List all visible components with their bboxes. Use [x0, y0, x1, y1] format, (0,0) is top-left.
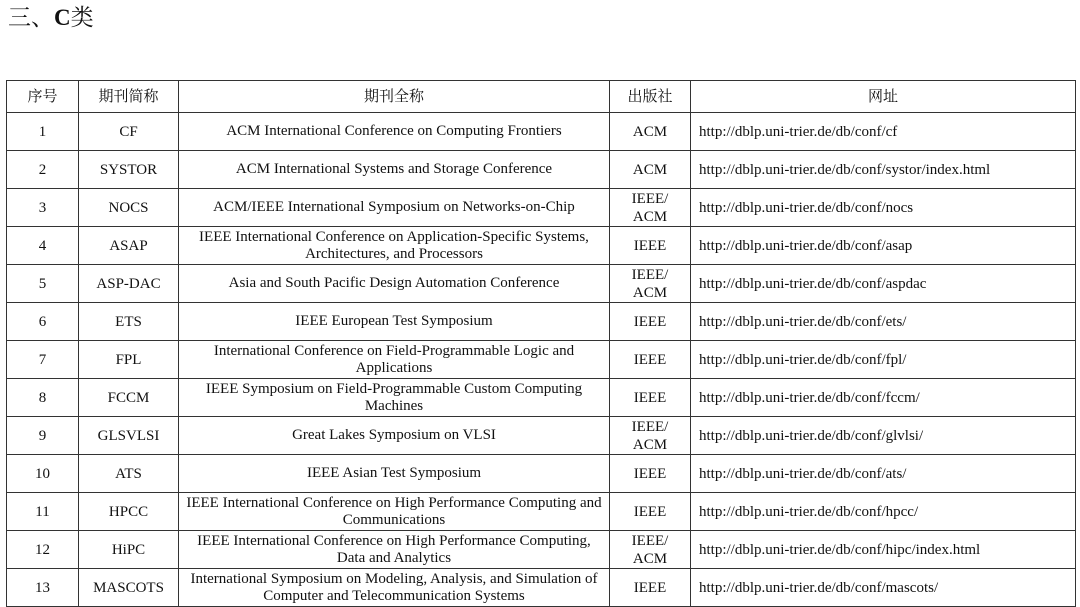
- table-row: [7, 265, 1076, 303]
- row-abbreviation: ETS: [79, 303, 179, 341]
- table-row: [7, 151, 1076, 189]
- row-publisher: IEEE/ ACM: [610, 265, 691, 303]
- row-publisher: ACM: [610, 151, 691, 189]
- row-full-name: IEEE Asian Test Symposium: [179, 455, 610, 493]
- table-row: [7, 341, 1076, 379]
- row-index: 10: [7, 455, 79, 493]
- row-publisher: IEEE: [610, 569, 691, 607]
- row-full-name: IEEE International Conference on High Performance Computing and Communications: [179, 493, 610, 531]
- row-abbreviation: MASCOTS: [79, 569, 179, 607]
- header-full-name: 期刊全称: [179, 81, 610, 113]
- row-index: 9: [7, 417, 79, 455]
- header-publisher: 出版社: [610, 81, 691, 113]
- table-header-row: [7, 81, 1076, 113]
- row-abbreviation: HPCC: [79, 493, 179, 531]
- row-url-link[interactable]: http://dblp.uni-trier.de/db/conf/hpcc/: [691, 493, 1076, 531]
- row-abbreviation: ATS: [79, 455, 179, 493]
- row-publisher: IEEE: [610, 303, 691, 341]
- row-abbreviation: FCCM: [79, 379, 179, 417]
- row-index: 7: [7, 341, 79, 379]
- category-letter: C: [54, 5, 71, 30]
- row-abbreviation: GLSVLSI: [79, 417, 179, 455]
- table-row: [7, 531, 1076, 569]
- row-full-name: IEEE Symposium on Field-Programmable Custom Computing Machines: [179, 379, 610, 417]
- row-full-name: ACM International Systems and Storage Conference: [179, 151, 610, 189]
- row-full-name: IEEE International Conference on Application-Specific Systems, Architectures, and Processors: [179, 227, 610, 265]
- header-index: 序号: [7, 81, 79, 113]
- row-full-name: IEEE European Test Symposium: [179, 303, 610, 341]
- row-index: 13: [7, 569, 79, 607]
- header-abbreviation: 期刊简称: [79, 81, 179, 113]
- section-number: 三、: [8, 5, 54, 30]
- row-publisher: IEEE/ ACM: [610, 417, 691, 455]
- row-publisher: IEEE: [610, 341, 691, 379]
- row-index: 2: [7, 151, 79, 189]
- table-row: [7, 493, 1076, 531]
- row-publisher: ACM: [610, 113, 691, 151]
- row-index: 5: [7, 265, 79, 303]
- row-abbreviation: NOCS: [79, 189, 179, 227]
- row-index: 8: [7, 379, 79, 417]
- row-abbreviation: SYSTOR: [79, 151, 179, 189]
- row-publisher: IEEE: [610, 227, 691, 265]
- row-full-name: ACM International Conference on Computing Frontiers: [179, 113, 610, 151]
- row-index: 3: [7, 189, 79, 227]
- row-index: 6: [7, 303, 79, 341]
- row-publisher: IEEE: [610, 379, 691, 417]
- row-url-link[interactable]: http://dblp.uni-trier.de/db/conf/ats/: [691, 455, 1076, 493]
- row-url-link[interactable]: http://dblp.uni-trier.de/db/conf/aspdac: [691, 265, 1076, 303]
- row-full-name: Great Lakes Symposium on VLSI: [179, 417, 610, 455]
- table-row: [7, 455, 1076, 493]
- row-url-link[interactable]: http://dblp.uni-trier.de/db/conf/ets/: [691, 303, 1076, 341]
- row-index: 1: [7, 113, 79, 151]
- row-publisher: IEEE/ ACM: [610, 531, 691, 569]
- row-url-link[interactable]: http://dblp.uni-trier.de/db/conf/systor/index.html: [691, 151, 1076, 189]
- row-url-link[interactable]: http://dblp.uni-trier.de/db/conf/fccm/: [691, 379, 1076, 417]
- category-suffix: 类: [70, 5, 94, 30]
- row-publisher: IEEE: [610, 493, 691, 531]
- section-heading: [8, 4, 94, 32]
- row-abbreviation: ASAP: [79, 227, 179, 265]
- row-abbreviation: HiPC: [79, 531, 179, 569]
- table-row: [7, 569, 1076, 607]
- row-abbreviation: FPL: [79, 341, 179, 379]
- row-index: 4: [7, 227, 79, 265]
- row-url-link[interactable]: http://dblp.uni-trier.de/db/conf/mascots/: [691, 569, 1076, 607]
- table-row: [7, 113, 1076, 151]
- row-full-name: ACM/IEEE International Symposium on Networks-on-Chip: [179, 189, 610, 227]
- row-abbreviation: CF: [79, 113, 179, 151]
- row-url-link[interactable]: http://dblp.uni-trier.de/db/conf/cf: [691, 113, 1076, 151]
- table-row: [7, 303, 1076, 341]
- table-row: [7, 379, 1076, 417]
- row-full-name: International Symposium on Modeling, Analysis, and Simulation of Computer and Telecommunication Systems: [179, 569, 610, 607]
- row-full-name: IEEE International Conference on High Performance Computing, Data and Analytics: [179, 531, 610, 569]
- header-url: 网址: [691, 81, 1076, 113]
- row-index: 11: [7, 493, 79, 531]
- row-url-link[interactable]: http://dblp.uni-trier.de/db/conf/fpl/: [691, 341, 1076, 379]
- row-publisher: IEEE/ ACM: [610, 189, 691, 227]
- table-row: [7, 227, 1076, 265]
- row-full-name: Asia and South Pacific Design Automation Conference: [179, 265, 610, 303]
- row-publisher: IEEE: [610, 455, 691, 493]
- row-url-link[interactable]: http://dblp.uni-trier.de/db/conf/asap: [691, 227, 1076, 265]
- row-full-name: International Conference on Field-Programmable Logic and Applications: [179, 341, 610, 379]
- row-abbreviation: ASP-DAC: [79, 265, 179, 303]
- venue-table: [6, 80, 1076, 607]
- row-index: 12: [7, 531, 79, 569]
- row-url-link[interactable]: http://dblp.uni-trier.de/db/conf/nocs: [691, 189, 1076, 227]
- table-row: [7, 189, 1076, 227]
- row-url-link[interactable]: http://dblp.uni-trier.de/db/conf/glvlsi/: [691, 417, 1076, 455]
- row-url-link[interactable]: http://dblp.uni-trier.de/db/conf/hipc/index.html: [691, 531, 1076, 569]
- table-row: [7, 417, 1076, 455]
